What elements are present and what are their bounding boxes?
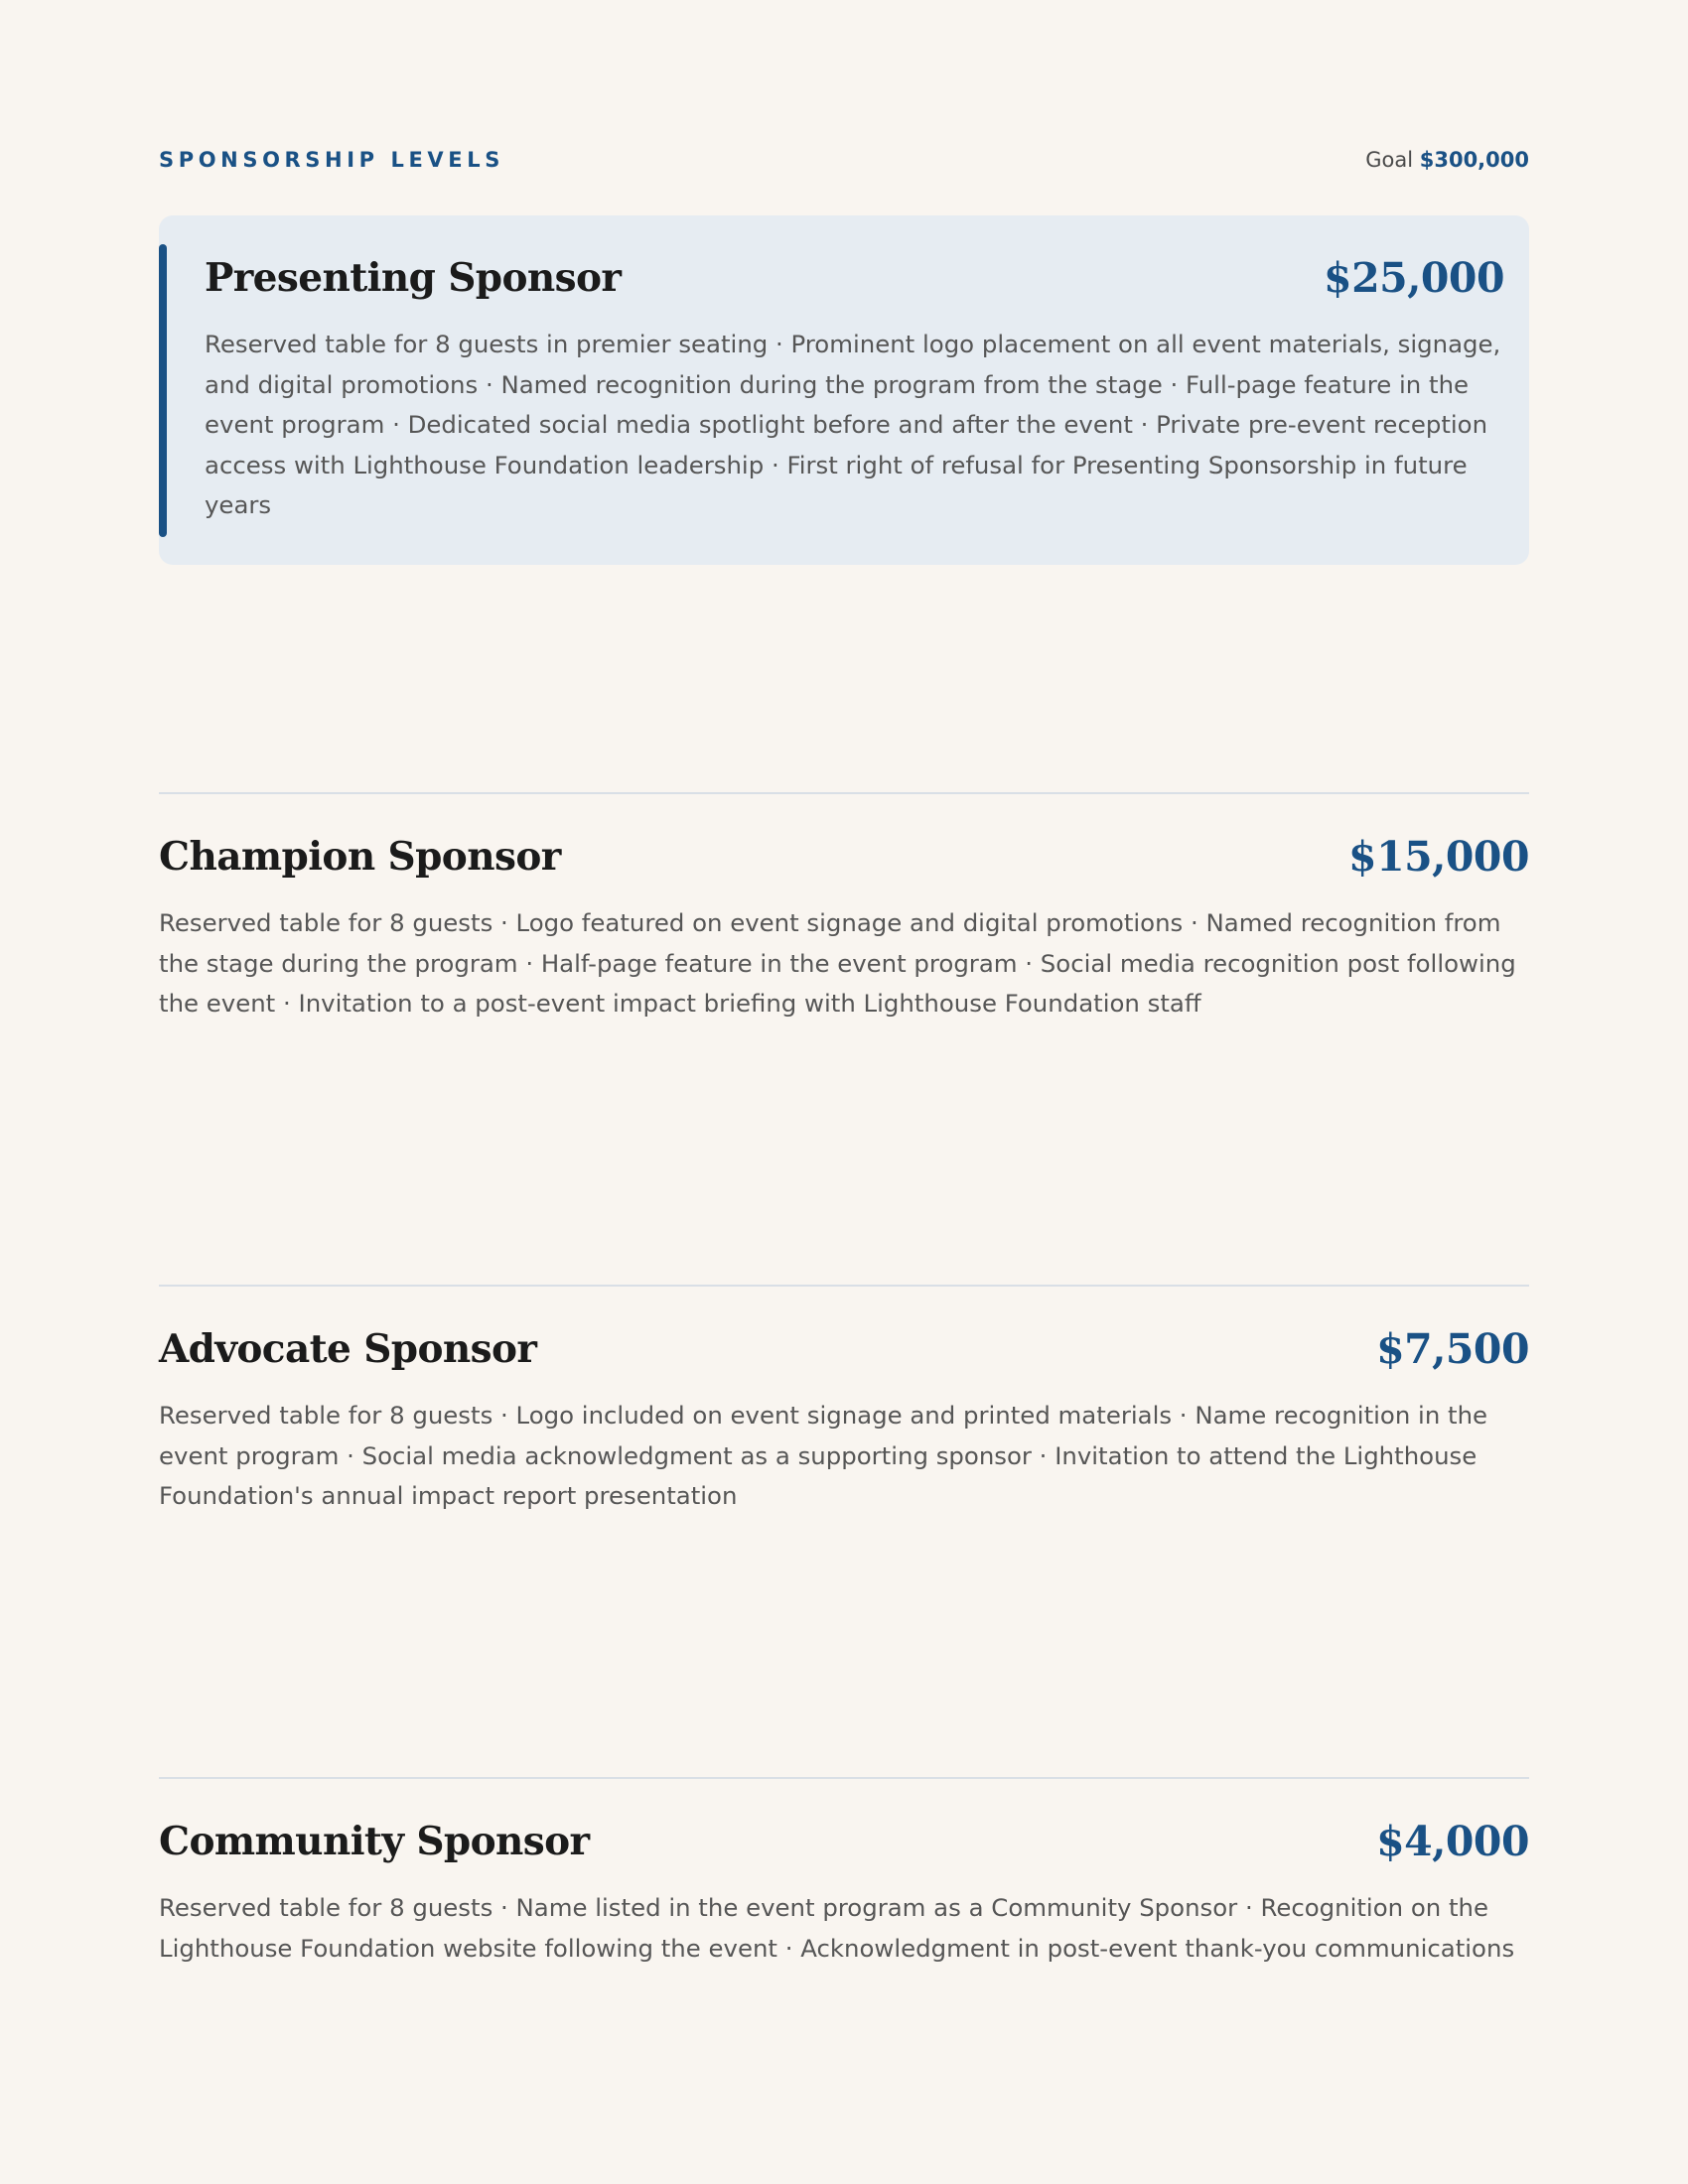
section-title: SPONSORSHIP LEVELS — [159, 148, 504, 172]
tier-advocate — [159, 1324, 1529, 1523]
fundraising-goal — [1365, 145, 1529, 175]
tier-description: Reserved table for 8 guests · Name listed in the event program as a Community Sponsor · Recognition on the Lighthouse Foundation website following the event · Acknowledgment in post-event thank-you communications — [159, 1893, 1515, 1963]
tier-price: $25,000 — [1324, 254, 1504, 302]
tier-name: Community Sponsor — [159, 1819, 590, 1864]
tier-presenting — [205, 253, 1504, 551]
tier-divider — [159, 792, 1529, 794]
tier-name: Presenting Sponsor — [205, 255, 622, 301]
tier-divider — [159, 1285, 1529, 1287]
goal-label: Goal — [1365, 148, 1414, 172]
tier-community — [159, 1817, 1529, 2015]
tier-divider — [159, 1777, 1529, 1779]
tier-price: $7,500 — [1376, 1325, 1529, 1373]
featured-accent-bar — [159, 244, 167, 537]
featured-tier-card — [159, 215, 1529, 565]
tier-description: Reserved table for 8 guests in premier seating · Prominent logo placement on all event materials, signage, and digital promotions · Named recognition during the program from the stage · Full-page feature in the event program · Dedicated social media spotlight before and after the event · Private pre-event reception access with Lighthouse Foundation leadership · First right of refusal for Presenting Sponsorship in future years — [205, 330, 1501, 519]
goal-amount: $300,000 — [1419, 148, 1529, 172]
tier-champion — [159, 832, 1529, 1030]
tier-description: Reserved table for 8 guests · Logo included on event signage and printed materials · Name recognition in the event program · Social media acknowledgment as a supporting sponsor · Invitation to attend the Lighthouse Foundation's annual impact report presentation — [159, 1401, 1488, 1510]
tier-price: $15,000 — [1348, 833, 1529, 881]
tier-price: $4,000 — [1376, 1818, 1529, 1865]
tier-name: Champion Sponsor — [159, 834, 561, 880]
tier-description: Reserved table for 8 guests · Logo featured on event signage and digital promotions · Named recognition from the stage during the program · Half-page feature in the event program · Social media recognition post following the event · Invitation to a post-event impact briefing with Lighthouse Foundation staff — [159, 908, 1516, 1018]
tier-name: Advocate Sponsor — [159, 1326, 537, 1372]
page-header — [159, 145, 1529, 175]
